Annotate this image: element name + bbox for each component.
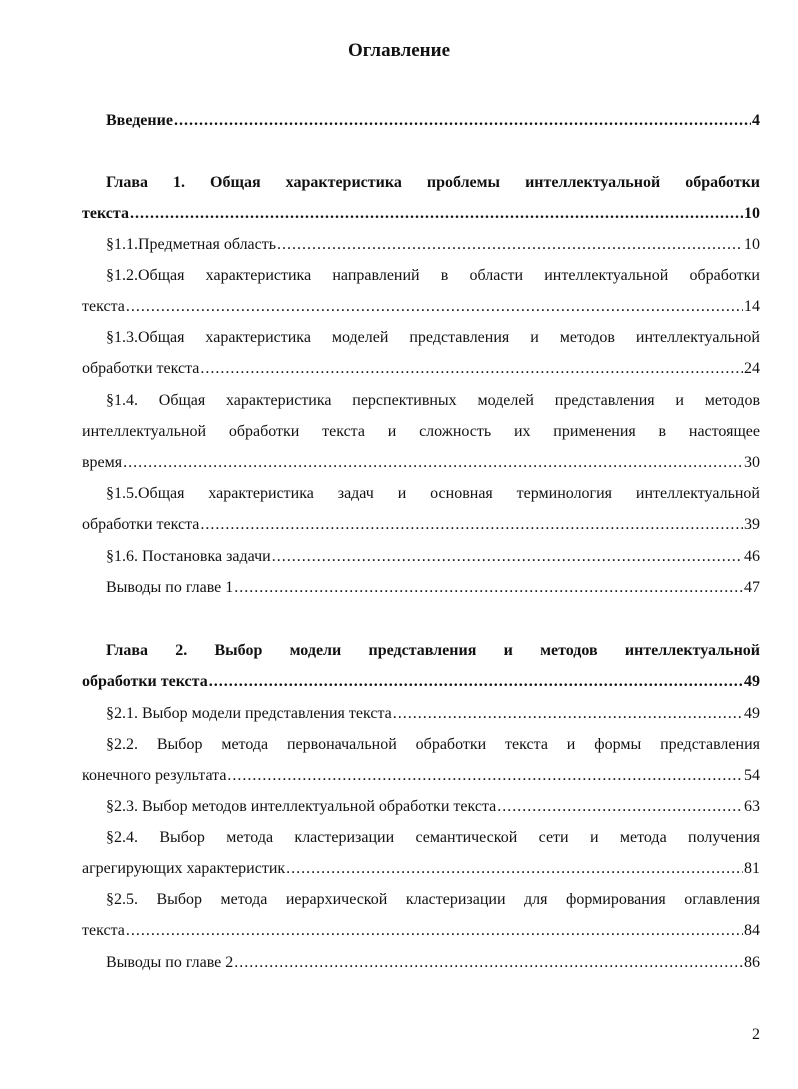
toc-s1-1-page: 10 <box>744 236 760 253</box>
toc-s1-3-line2[interactable] <box>82 358 760 380</box>
toc-s1-3-line1[interactable]: §1.3.Общая характеристика моделей представления и методов интеллектуальной <box>106 329 760 346</box>
toc-s2-5-line2[interactable] <box>82 920 760 942</box>
toc-s1-6-page: 46 <box>744 548 760 565</box>
toc-ch1-conclusions[interactable] <box>106 577 760 599</box>
toc-s2-2-label: конечного результата <box>82 767 227 784</box>
toc-s2-4-page: 81 <box>744 860 760 877</box>
toc-ch1-conclusions-page: 47 <box>744 579 760 596</box>
toc-ch2-heading-line2[interactable] <box>82 671 760 693</box>
toc-s1-4-line1[interactable]: §1.4. Общая характеристика перспективных моделей представления и методов <box>106 392 760 409</box>
toc-ch1-page: 10 <box>744 205 760 222</box>
toc-s1-2-line1[interactable]: §1.2.Общая характеристика направлений в области интеллектуальной обработки <box>106 267 760 284</box>
toc-s2-4-label: агрегирующих характеристик <box>82 860 286 877</box>
toc-s1-5-label: обработки текста <box>82 516 200 533</box>
toc-s2-3-label: §2.3. Выбор методов интеллектуальной обработки текста <box>106 798 497 815</box>
toc-intro-label: Введение <box>106 112 173 129</box>
toc-s2-1-page: 49 <box>744 705 760 722</box>
toc-s1-3-page: 24 <box>744 360 760 377</box>
toc-intro-page: 4 <box>752 112 760 129</box>
toc-ch2-heading-text: обработки текста <box>82 673 208 690</box>
toc-s1-4-line2[interactable]: интеллектуальной обработки текста и сложность их применения в настоящее <box>82 423 760 440</box>
toc-s2-5-line1[interactable]: §2.5. Выбор метода иерархической кластеризации для формирования оглавления <box>106 891 760 908</box>
toc-s2-3[interactable] <box>106 796 760 818</box>
toc-ch2-conclusions[interactable] <box>106 952 760 974</box>
toc-s2-1-label: §2.1. Выбор модели представления текста <box>106 705 392 722</box>
toc-ch1-heading-text: текста <box>82 205 129 222</box>
toc-s2-4-line1[interactable]: §2.4. Выбор метода кластеризации семантической сети и метода получения <box>106 829 760 846</box>
toc-s1-4-label: время <box>82 454 123 471</box>
toc-ch2-page: 49 <box>744 673 760 690</box>
toc-s1-2-page: 14 <box>744 298 760 315</box>
toc-s1-6-label: §1.6. Постановка задачи <box>106 548 271 565</box>
toc-s1-1-label: §1.1.Предметная область <box>106 236 277 253</box>
toc-s1-2-label: текста <box>82 298 125 315</box>
toc-s1-6[interactable] <box>106 546 760 568</box>
toc-ch1-heading-line1[interactable]: Глава 1. Общая характеристика проблемы интеллектуальной обработки <box>106 174 760 191</box>
toc-s1-2-line2[interactable] <box>82 296 760 318</box>
toc-s1-5-page: 39 <box>744 516 760 533</box>
toc-s2-4-line2[interactable] <box>82 858 760 880</box>
toc-s1-5-line2[interactable] <box>82 514 760 536</box>
page-number: 2 <box>752 1026 760 1043</box>
toc-ch2-heading-line1[interactable]: Глава 2. Выбор модели представления и методов интеллектуальной <box>106 642 760 659</box>
toc-s1-5-line1[interactable]: §1.5.Общая характеристика задач и основная терминология интеллектуальной <box>106 485 760 502</box>
toc-s2-1[interactable] <box>106 703 760 725</box>
toc-ch1-conclusions-label: Выводы по главе 1 <box>106 579 234 596</box>
toc-s2-2-line1[interactable]: §2.2. Выбор метода первоначальной обработки текста и формы представления <box>106 736 760 753</box>
toc-s2-5-page: 84 <box>744 922 760 939</box>
toc-s2-3-page: 63 <box>744 798 760 815</box>
toc-s2-2-line2[interactable] <box>82 765 760 787</box>
page-title: Оглавление <box>347 40 451 61</box>
toc-s1-1[interactable] <box>106 234 760 256</box>
toc-s2-2-page: 54 <box>744 767 760 784</box>
toc-s1-4-line3[interactable] <box>82 452 760 474</box>
toc-ch2-conclusions-page: 86 <box>744 954 760 971</box>
toc-intro[interactable] <box>106 110 760 132</box>
toc-ch1-heading-line2[interactable] <box>82 203 760 225</box>
toc-s1-4-page: 30 <box>744 454 760 471</box>
toc-s1-3-label: обработки текста <box>82 360 200 377</box>
toc-ch2-conclusions-label: Выводы по главе 2 <box>106 954 234 971</box>
toc-s2-5-label: текста <box>82 922 125 939</box>
